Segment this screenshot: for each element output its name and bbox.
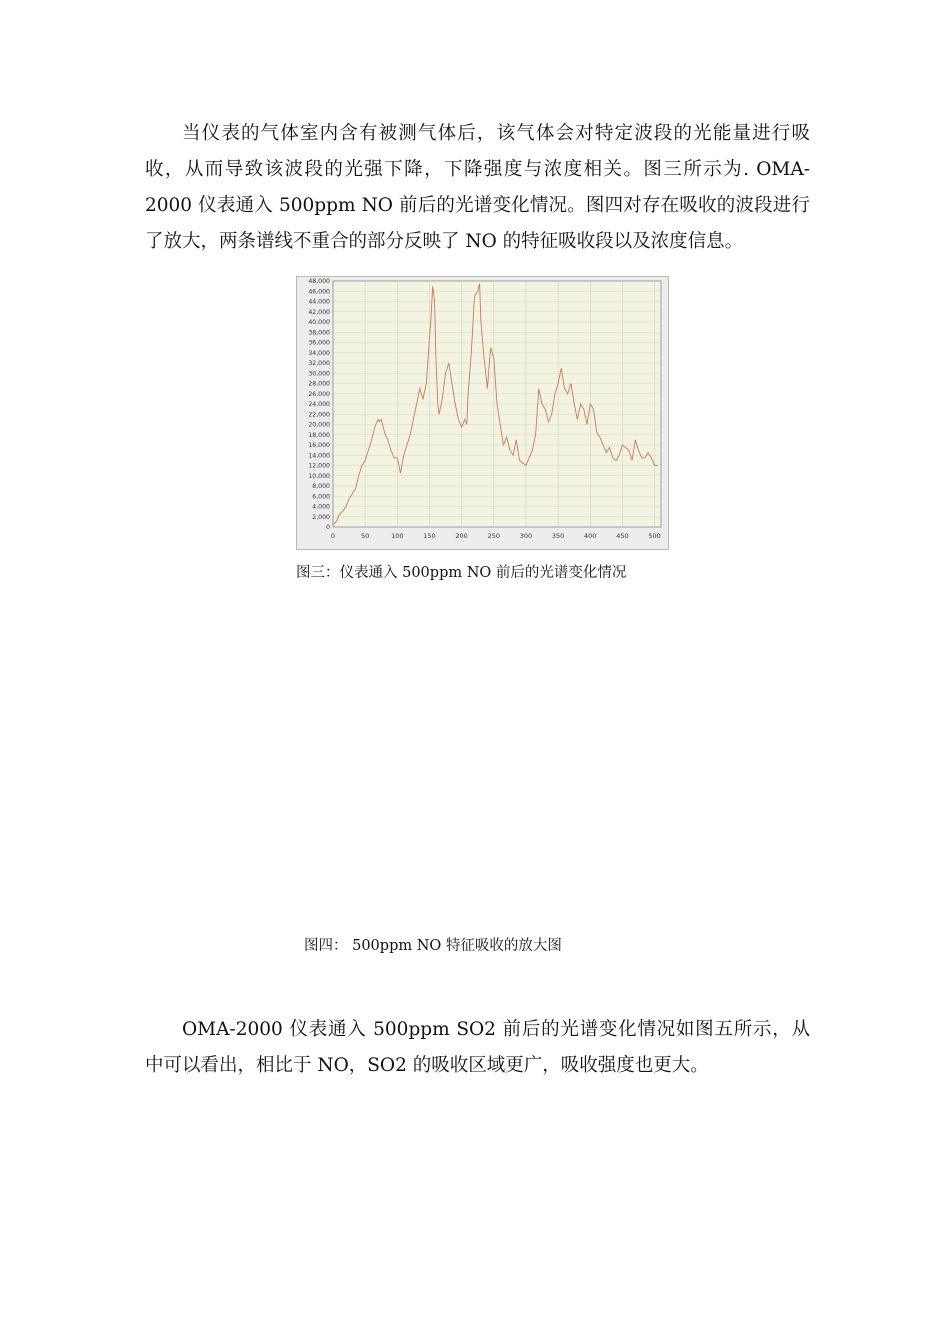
y-tick-label: 26,000 bbox=[308, 390, 330, 398]
x-tick-label: 450 bbox=[616, 532, 629, 540]
y-tick-label: 2,000 bbox=[312, 513, 330, 521]
figure-3-spectrum-chart bbox=[296, 276, 669, 550]
body-paragraph-2: OMA-2000 仪表通入 500ppm SO2 前后的光谱变化情况如图五所示，从中可以看出，相比于 NO，SO2 的吸收区域更广，吸收强度也更大。 bbox=[145, 1019, 810, 1076]
chart-canvas bbox=[297, 277, 668, 549]
y-tick-label: 24,000 bbox=[308, 401, 330, 408]
y-tick-label: 44,000 bbox=[308, 298, 330, 306]
y-tick-label: 8,000 bbox=[312, 483, 330, 490]
y-tick-label: 42,000 bbox=[308, 308, 330, 316]
y-tick-label: 0 bbox=[326, 524, 330, 531]
y-tick-label: 10,000 bbox=[308, 472, 330, 480]
y-tick-label: 32,000 bbox=[308, 360, 330, 367]
x-tick-label: 100 bbox=[391, 532, 404, 540]
y-tick-label: 14,000 bbox=[308, 452, 330, 460]
y-tick-label: 34,000 bbox=[308, 349, 330, 357]
x-tick-label: 200 bbox=[455, 532, 468, 540]
y-tick-label: 18,000 bbox=[308, 431, 330, 439]
x-tick-label: 50 bbox=[361, 532, 370, 540]
x-tick-label: 250 bbox=[487, 532, 500, 540]
x-tick-label: 500 bbox=[648, 532, 661, 540]
y-tick-label: 38,000 bbox=[308, 329, 330, 337]
y-tick-label: 40,000 bbox=[308, 319, 330, 326]
figure-4-caption: 图四： 500ppm NO 特征吸收的放大图 bbox=[304, 938, 562, 954]
y-tick-label: 4,000 bbox=[312, 503, 330, 511]
y-axis-ticks bbox=[308, 278, 330, 531]
y-tick-label: 6,000 bbox=[312, 493, 330, 501]
y-tick-label: 46,000 bbox=[308, 288, 330, 296]
y-tick-label: 36,000 bbox=[308, 339, 330, 347]
y-tick-label: 20,000 bbox=[308, 421, 330, 429]
y-tick-label: 30,000 bbox=[308, 370, 330, 378]
x-tick-label: 350 bbox=[551, 532, 565, 540]
figure-3-caption: 图三：仪表通入 500ppm NO 前后的光谱变化情况 bbox=[296, 565, 627, 581]
y-tick-label: 48,000 bbox=[308, 278, 330, 285]
y-tick-label: 12,000 bbox=[308, 462, 330, 470]
y-tick-label: 16,000 bbox=[308, 442, 330, 449]
x-tick-label: 0 bbox=[330, 532, 336, 540]
x-axis-ticks bbox=[331, 532, 661, 540]
body-paragraph-1: 当仪表的气体室内含有被测气体后，该气体会对特定波段的光能量进行吸收，从而导致该波段的光强下降，下降强度与浓度相关。图三所示为. OMA-2000 仪表通入 500ppm NO 前后的光谱变化情况。图四对存在吸收的波段进行了放大，两条谱线不重合的部分反映了 NO 的特征吸收段以及浓度信息。 bbox=[145, 123, 810, 252]
y-tick-label: 28,000 bbox=[308, 380, 330, 388]
x-tick-label: 150 bbox=[423, 532, 436, 540]
x-tick-label: 400 bbox=[584, 532, 597, 540]
x-tick-label: 300 bbox=[519, 532, 533, 540]
y-tick-label: 22,000 bbox=[308, 411, 330, 419]
